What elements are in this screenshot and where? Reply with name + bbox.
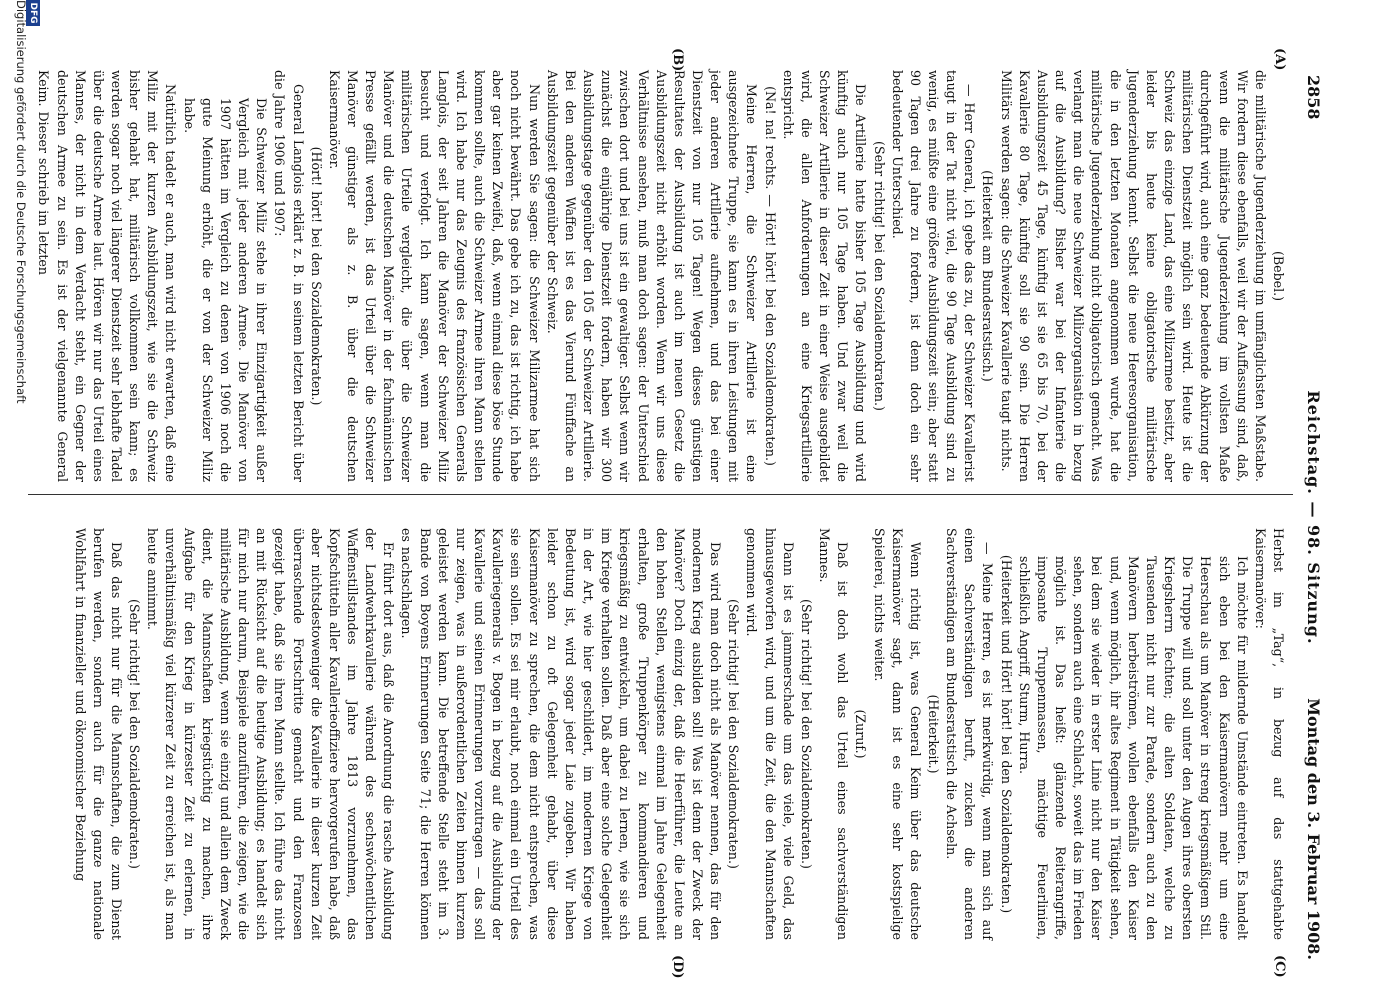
paragraph: Wenn richtig ist, was General Keim über das deutsche Kaisermanöver sagt, dann ist es eine sehr kostspielige Spielerei, nichts weiter.	[871, 528, 923, 940]
interjection: (Sehr richtig! bei den Sozialdemokraten.)	[798, 599, 814, 869]
margin-marker-d: (D)	[670, 955, 685, 979]
interjection: (Heiterkeit.)	[926, 694, 942, 774]
paragraph: Daß ist doch wohl das Urteil eines sachverständigen Mannes.	[817, 528, 851, 940]
paragraph: Daß das nicht nur für die Mannschaften, die zum Dienst berufen werden, sondern auch für die ganze nationale Wohlfahrt in finanzieller und ökonomischer Beziehung	[72, 528, 124, 940]
paragraph: — Meine Herren, es ist merkwürdig, wenn man sich auf einen Sachverständigen beruft, zucken die anderen Sachverständigen am Bundesratstisch die Achseln.	[944, 528, 996, 940]
paragraph: — Herr General, ich gebe das zu, der Schweizer Kavallerist taugt in der Tat nicht viel, die 90 Tage Ausbildung sind zu wenig, es müßte eine größere Ausbildungszeit sein; aber statt 90 Tagen drei Jahre zu fordern, ist denn doch ein sehr bedeutender Unterschied.	[889, 70, 978, 482]
paragraph: General Langlois erklärt z. B. in seinem letzten Bericht über die Jahre 1906 und 1907:	[272, 70, 306, 482]
margin-marker-b: (B)	[670, 48, 685, 72]
dfg-logo: DFG	[26, 0, 40, 26]
margin-marker-a: (A)	[1272, 48, 1287, 71]
paragraph: die militärische Jugenderziehung im umfänglichsten Maßstabe. Wir fordern diese ebenfalls, weil wir der Auffassung sind, daß, wenn die militärische Jugenderziehung im vollsten Maße durchgeführt wird, auch eine ganz bedeutende Abkürzung der militärischen Dienstzeit möglich sein wird. Heute ist die Schweiz das einzige Land, das eine Milizarmee besitzt, aber leider bis heute keine obligatorische militärische Jugenderziehung kennt. Selbst die neue Heeresorganisation, die in den letzten Monaten angenommen wurde, hat die militärische Jugenderziehung nicht obligatorisch gemacht. Was verlangt man die neue Schweizer Milizorganisation in bezug auf die Ausbildung? Bisher war bei der Infanterie die Ausbildungszeit 45 Tage, künftig ist sie 65 bis 70, bei der Kavallerie 80 Tage, künftig soll sie 90 sein. Die Herren Militärs werden sagen: die Schweizer Kavallerie taugt nichts.	[998, 70, 1268, 482]
paragraph: Das wird man doch nicht als Manöver nennen, das für den modernen Krieg ausbilden soll! Was ist denn der Zweck der Manöver? Doch einzig der, daß die Heerführer, die Leute an den hohen Stellen, wenigstens einmal im Jahre Gelegenheit erhalten, große Truppenkörper zu kommandieren und kriegsmäßig zu entwickeln, um dabei zu lernen, wie sie sich im Kriege verhalten sollen. Daß aber eine solche Gelegenheit in der Art, wie hier geschildert, im modernen Kriege von Bedeutung ist, wird sogar jeder Laie zugeben. Wir haben leider schon zu oft Gelegenheit gehabt, über diese Kaisermanöver zu sprechen, die dem nicht entsprechen, was sie sein sollen. Es sei mir erlaubt, noch einmal ein Urteil des Kavalleriegenerals v. Bogen in bezug auf die Ausbildung der Kavallerie und seinen Erinnerungen vorzutragen — das soll nur zeigen, was in außerordentlichen Zeiten binnen kurzem geleistet werden kann. Die betreffende Stelle steht im 3. Bande von Boyens Erinnerungen Seite 71; die Herren können es nachschlagen.	[399, 528, 724, 940]
interjection: (Sehr richtig! bei den Sozialdemokraten.)	[127, 599, 143, 869]
right-text-column	[71, 528, 1287, 940]
paragraph: Meine Herren, die Schweizer Artillerie ist eine ausgezeichnete Truppe, sie kann es in ihren Leistungen mit jeder anderen Artillerie aufnehmen, und das bei einer Dienstzeit von nur 105 Tagen! Wegen dieses günstigen Resultates der Ausbildung ist auch im neuen Gesetz die Ausbildungszeit nicht erhöht worden. Wenn wir uns diese Verhältnisse ansehen, muß man doch sagen: der Unterschied zwischen dort und bei uns ist ein gewaltiger. Selbst wenn wir zunächst die einjährige Dienstzeit fordern, haben wir 300 Ausbildungstage gegenüber den 105 der Schweizer Artillerie. Bei den anderen Waffen ist es das Vierund Fünffache an Ausbildungszeit gegenüber der Schweiz.	[544, 70, 760, 482]
paragraph: Die Schweizer Miliz stehe in ihrer Einzigartigkeit außer Vergleich mit jeder anderen Armee. Die Manöver von 1907 hätten im Vergleich zu denen von 1906 noch die gute Meinung erhöht, die er von der Schweizer Miliz habe.	[181, 98, 270, 482]
interjection: (Hört! hört! bei den Sozialdemokraten.)	[308, 146, 324, 406]
left-text-column	[34, 70, 1287, 482]
paragraph: Er führt dort aus, daß die Anordnung die rasche Ausbildung der Landwehrkavallerie während des sechswöchentlichen Waffenstillstandes im Jahre 1813 vorzunehmen, das Kopfschütteln aller Kavallerieoffiziere hervorgerufen habe, daß aber nichtsdestoweniger die Kavallerie in dieser kurzen Zeit überraschende Fortschritte gemacht und den Franzosen gezeigt habe, daß sie ihren Mann stellte. Ich führe das nicht an mit Rücksicht auf die heutige Ausbildung; es handelt sich für mich nur darum, Beispiele anzuführen, die zeigen, wie die militärische Ausbildung, wenn sie einzig und allein dem Zweck dient, die Mannschaften kriegstüchtig zu machen, ihre Aufgabe für den Krieg in kürzester Zeit zu erlernen, in unverhältnismäßig viel kürzerer Zeit zu erreichen ist, als man heute annimmt.	[145, 528, 397, 940]
page-footer	[0, 0, 48, 1000]
running-title: Reichstag. — 98. Sitzung.	[1304, 390, 1323, 645]
interjection: (Sehr richtig! bei den Sozialdemokraten.)	[726, 599, 742, 869]
paragraph: Die Artillerie hatte bisher 105 Tage Ausbildung und wird künftig auch nur 105 Tage haben. Und zwar weil die Schweizer Artillerie in dieser Zeit in einer Weise ausgebildet wird, die allen Anforderungen an eine Kriegsartillerie entspricht.	[780, 70, 869, 482]
column-divider	[28, 494, 1293, 495]
paragraph: Dann ist es jammerschade um das viele, viele Geld, das hinausgeworfen wird, und um die Zeit, die den Mannschaften genommen wird.	[744, 528, 796, 940]
paragraph: Natürlich tadelt er auch, man wird nicht erwarten, daß eine Miliz mit der kurzen Ausbildungszeit, wie sie die Schweiz bisher gehabt hat, militärisch vollkommen sein kann; es werden sogar noch viel längerer Dienstzeit sehr lebhafte Tadel über die deutsche Armee laut. Hören wir nur das Urteil eines Mannes, der nicht in dem Verdacht steht, ein Gegner der deutschen Armee zu sein. Es ist der vielgenannte General Keim. Dieser schrieb im letzten	[36, 70, 179, 482]
paragraph: Ich möchte für mildernde Umstände eintreten. Es handelt sich eben bei den Kaisermanövern mehr um eine Heerschau als um Manöver in streng kriegsmäßigem Stil. Die Truppe will und soll unter den Augen ihres obersten Kriegsherrn fechten; die alten Soldaten, welche zu Tausenden nicht nur zur Parade, sondern auch zu den Manövern herbeiströmen, wollen ebenfalls den Kaiser und, wenn möglich, ihr altes Regiment in Tätigkeit sehen, bei dem sie wieder in erster Linie nicht nur den Kaiser sehen, sondern auch eine Schlacht, soweit das im Frieden möglich ist. Das heißt: glänzende Reiterangriffe, imposante Truppenmassen, mächtige Feuerlinien, schließlich Angriff, Sturm, Hurra.	[1016, 556, 1250, 940]
interjection: (Zuruf.)	[853, 709, 869, 759]
paragraph: Nun werden Sie sagen: die Schweizer Milizarmee hat sich noch nicht bewährt. Das gebe ich zu, das ist richtig, ich habe aber gar keinen Zweifel, daß, wenn einmal diese böse Stunde kommen sollte, auch die Schweizer Armee ihren Mann stellen wird. Ich habe nur das Zeugnis des französischen Generals Langlois, der seit Jahren die Manöver der Schweizer Miliz besucht und verfolgt. Ich kann sagen, wenn man die militärischen Urteile vergleicht, die über die Schweizer Manöver und die deutschen Manöver in der fachmännischen Presse gefällt werden, ist das Urteil über die Schweizer Manöver günstiger als z. B. über die deutschen Kaisermanöver.	[326, 70, 542, 482]
interjection: (Bebel.)	[1271, 250, 1286, 302]
digitization-credit: Digitalisierung gefördert durch die Deutsche Forschungsgemeinschaft	[14, 0, 28, 404]
page-number: 2858	[1304, 75, 1323, 120]
interjection: (Heiterkeit am Bundesratstisch.)	[980, 170, 996, 382]
paragraph: Herbst im „Tag“, in bezug auf das stattgehabte Kaisermanöver:	[1252, 528, 1286, 940]
interjection: (Heiterkeit und Hört! hört! bei den Sozialdemokraten.)	[998, 554, 1014, 914]
session-date: Montag den 3. Februar 1908.	[1304, 698, 1323, 960]
page-header	[1297, 75, 1327, 960]
interjection: (Na! na! rechts. — Hört! hört! bei den Sozialdemokraten.)	[762, 86, 778, 466]
interjection: (Sehr richtig! bei den Sozialdemokraten.)	[871, 141, 887, 411]
margin-marker-c: (C)	[1272, 955, 1287, 978]
